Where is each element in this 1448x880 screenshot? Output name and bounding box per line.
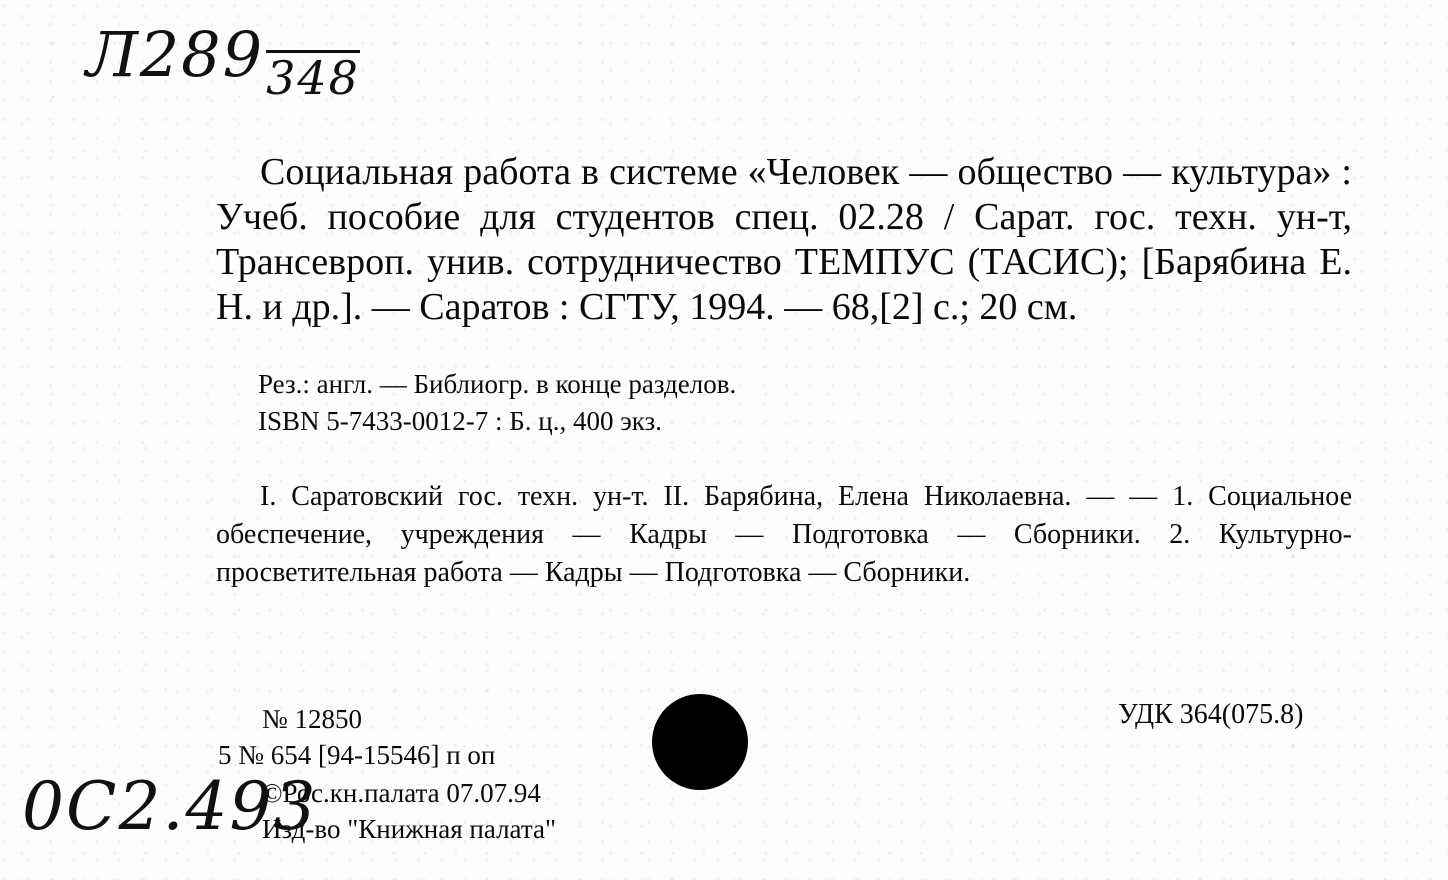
bibliographic-description: Социальная работа в системе «Человек — общество — культура» : Учеб. пособие для студентов спец. 02.28 / Сарат. гос. техн. ун-т, Трансевроп. унив. сотрудничество ТЕМПУС (ТАСИС); [Барябина Е. Н. и др.]. — Саратов : СГТУ, 1994. — 68,[2] с.; 20 см. — [216, 151, 1352, 328]
shelf-mark-main: Л289 — [86, 18, 265, 91]
handwritten-shelf-mark — [86, 18, 360, 105]
card-number: № 12850 — [262, 704, 363, 734]
copyright-line: ©Рос.кн.палата 07.07.94 — [262, 778, 541, 808]
publisher-line: Изд-во "Книжная палата" — [262, 814, 556, 844]
udk-code: УДК 364(075.8) — [1118, 699, 1304, 730]
summary-note: Рез.: англ. — Библиогр. в конце разделов. — [258, 369, 737, 399]
shelf-mark-sub: 348 — [266, 51, 360, 105]
handwritten-inventory-mark: 0С2.493 — [22, 768, 318, 845]
isbn-note: ISBN 5-7433-0012-7 : Б. ц., 400 экз. — [258, 406, 662, 436]
punch-hole — [652, 694, 748, 790]
registration-line: 5 № 654 [94-15546] п оп — [218, 740, 496, 770]
subject-headings: I. Саратовский гос. техн. ун-т. II. Барябина, Елена Николаевна. — — 1. Социальное обеспечение, учреждения — Кадры — Подготовка — Сборники. 2. Культурно-просветительная работа — Кадры — Подготовка — Сборники. — [216, 481, 1352, 588]
